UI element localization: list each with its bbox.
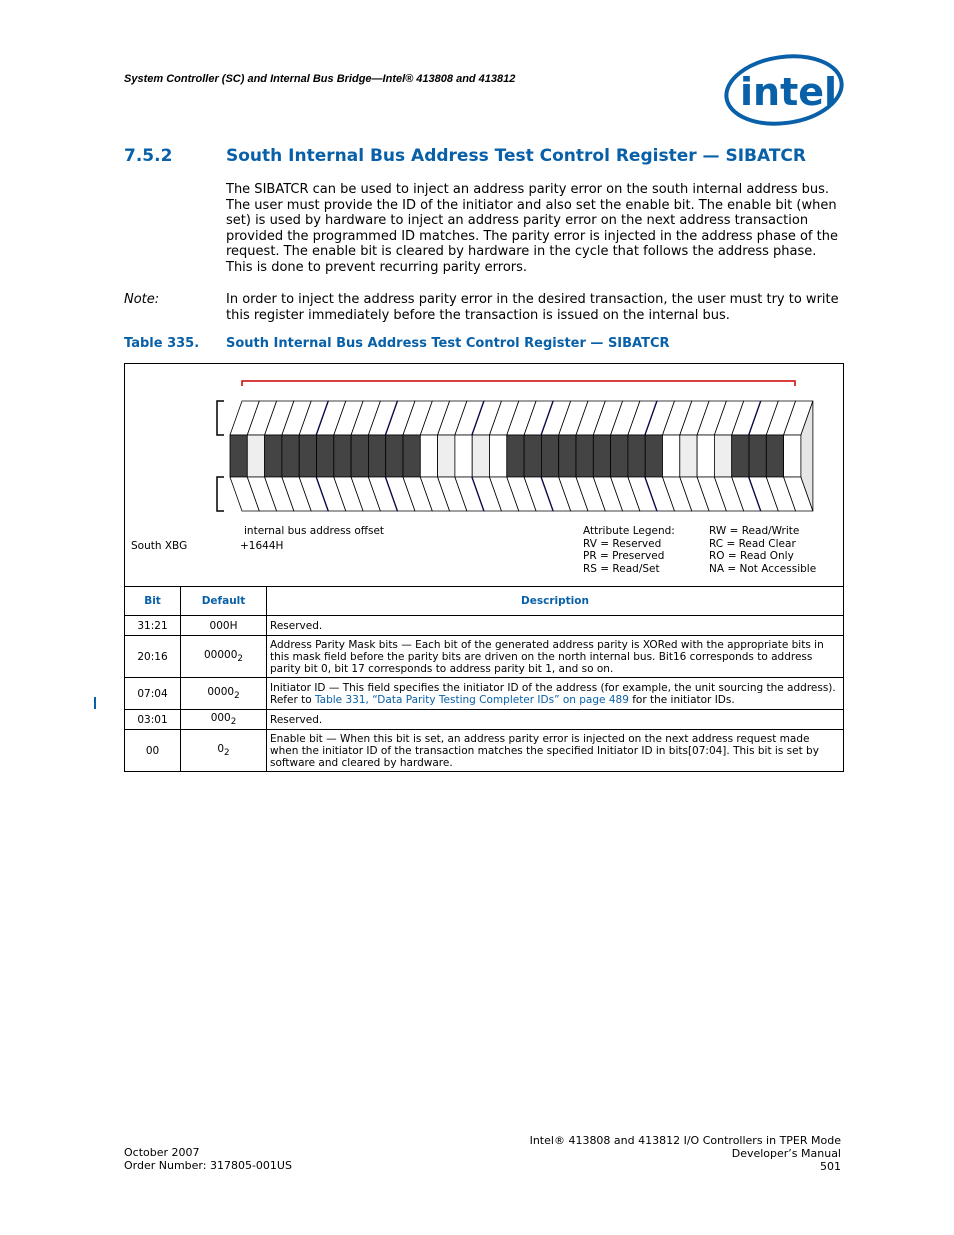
legend-left — [583, 525, 675, 576]
table-row — [125, 616, 844, 636]
bit-cell — [559, 435, 576, 477]
legend-item: RC = Read Clear — [709, 537, 796, 550]
description-cell: Address Parity Mask bits — Each bit of the generated address parity is XORed with the appropriate bits in this mask field before the parity bits are driven on the north internal bus. Bit16 corresponds to address parity bit 0, bit 17 corresponds to address parity bit 1, and so on. — [267, 636, 844, 678]
field-span-bracket — [242, 381, 795, 386]
table-row — [125, 730, 844, 772]
col-header-default: Default — [181, 587, 267, 616]
bit-cell: 07:04 — [125, 678, 181, 710]
svg-text:intel: intel — [740, 70, 838, 114]
offset-label: internal bus address offset — [244, 525, 385, 537]
page-number: 501 — [820, 1160, 841, 1173]
bit-cell: 03:01 — [125, 710, 181, 730]
register-offset: +1644H — [240, 540, 284, 552]
legend-item: RS = Read/Set — [583, 563, 660, 576]
bit-cell — [490, 435, 507, 477]
bit-cell — [507, 435, 524, 477]
col-header-bit: Bit — [125, 587, 181, 616]
bit-cell — [282, 435, 299, 477]
legend-title: Attribute Legend: — [583, 525, 675, 537]
bit-cell — [368, 435, 385, 477]
bit-cell — [663, 435, 680, 477]
col-header-description: Description — [267, 587, 844, 616]
table-header-row — [125, 587, 844, 616]
section-body: The SIBATCR can be used to inject an address parity error on the south internal address bus. The user must provide the ID of the initiator and also set the enable bit. The enable bit (when set) is used by hardware to inject an address parity error on the next address transaction provided the programmed ID matches. The parity error is injected in the address phase of the request. The enable bit is cleared by hardware in the cycle that follows the address phase. This is done to prevent recurring parity errors. — [226, 182, 838, 275]
upper-side-bracket — [217, 401, 224, 435]
footer-order-number: Order Number: 317805-001US — [124, 1159, 292, 1172]
bit-cell — [230, 435, 247, 477]
bit-cell — [403, 435, 420, 477]
table-row — [125, 636, 844, 678]
bit-cell: 00 — [125, 730, 181, 772]
bit-cell — [766, 435, 783, 477]
legend-item: RV = Reserved — [583, 537, 662, 550]
bit-cell — [472, 435, 489, 477]
running-header: System Controller (SC) and Internal Bus Bridge—Intel® 413808 and 413812 — [124, 73, 516, 85]
bit-cell — [697, 435, 714, 477]
bit-cell — [265, 435, 282, 477]
cross-reference-link[interactable]: Table 331, “Data Parity Testing Completer IDs” on page 489 — [314, 693, 629, 706]
default-cell: $0_2$ — [181, 730, 267, 772]
section-title: South Internal Bus Address Test Control Register — SIBATCR — [226, 146, 806, 166]
bit-cell: 31:21 — [125, 616, 181, 636]
legend-item: RW = Read/Write — [709, 525, 800, 537]
bit-cell — [628, 435, 645, 477]
table-row — [125, 710, 844, 730]
legend-item: NA = Not Accessible — [709, 563, 817, 576]
intel-logo — [722, 50, 846, 128]
legend-item: RO = Read Only — [709, 550, 794, 563]
footer-right — [530, 1134, 841, 1173]
description-cell: Reserved. — [267, 616, 844, 636]
note-label: Note: — [124, 292, 160, 307]
bit-cell — [749, 435, 766, 477]
description-cell: Initiator ID — This field specifies the initiator ID of the address (for example, the unit sourcing the address). Refer to Table 331, “Data Parity Testing Completer IDs” on page 489 for the initiator IDs. — [267, 678, 844, 710]
bit-cell — [438, 435, 455, 477]
bit-cell — [645, 435, 662, 477]
footer-date: October 2007 — [124, 1146, 200, 1159]
default-cell: $000_2$ — [181, 710, 267, 730]
bit-cell — [593, 435, 610, 477]
lower-side-bracket — [217, 477, 224, 511]
bus-name: South XBG — [131, 540, 188, 552]
bit-cell — [524, 435, 541, 477]
description-cell: Enable bit — When this bit is set, an address parity error is injected on the next address request made when the initiator ID of the transaction matches the specified Initiator ID in bits[07:04]. This bit is set by software and cleared by hardware. — [267, 730, 844, 772]
legend-right — [709, 525, 816, 576]
bit-cell — [541, 435, 558, 477]
section-number: 7.5.2 — [124, 146, 173, 166]
change-bar — [94, 697, 96, 709]
table-number: Table 335. — [124, 336, 200, 351]
legend-item: PR = Preserved — [583, 550, 665, 563]
table-row — [125, 678, 844, 710]
default-cell: 000H — [181, 616, 267, 636]
bit-cell — [351, 435, 368, 477]
description-cell: Reserved. — [267, 710, 844, 730]
bit-cell — [576, 435, 593, 477]
register-field-table — [124, 586, 844, 772]
footer-doc-subtitle: Developer’s Manual — [731, 1147, 841, 1160]
bit-cell — [317, 435, 334, 477]
bit-cell — [611, 435, 628, 477]
bit-cell — [420, 435, 437, 477]
default-cell: $00000_2$ — [181, 636, 267, 678]
note-text: In order to inject the address parity error in the desired transaction, the user must try to write this register immediately before the transaction is issued on the internal bus. — [226, 292, 839, 323]
bit-cell — [386, 435, 403, 477]
bit-cell — [455, 435, 472, 477]
table-title: South Internal Bus Address Test Control Register — SIBATCR — [226, 336, 670, 351]
default-cell: $0000_2$ — [181, 678, 267, 710]
footer-left — [124, 1146, 292, 1172]
bit-cell — [784, 435, 801, 477]
bit-cell — [680, 435, 697, 477]
bit-cell — [247, 435, 264, 477]
bit-cell — [299, 435, 316, 477]
bit-cell: 20:16 — [125, 636, 181, 678]
footer-doc-title: Intel® 413808 and 413812 I/O Controllers in TPER Mode — [529, 1134, 841, 1147]
bit-cell — [732, 435, 749, 477]
bit-cell — [334, 435, 351, 477]
bit-cell — [714, 435, 731, 477]
